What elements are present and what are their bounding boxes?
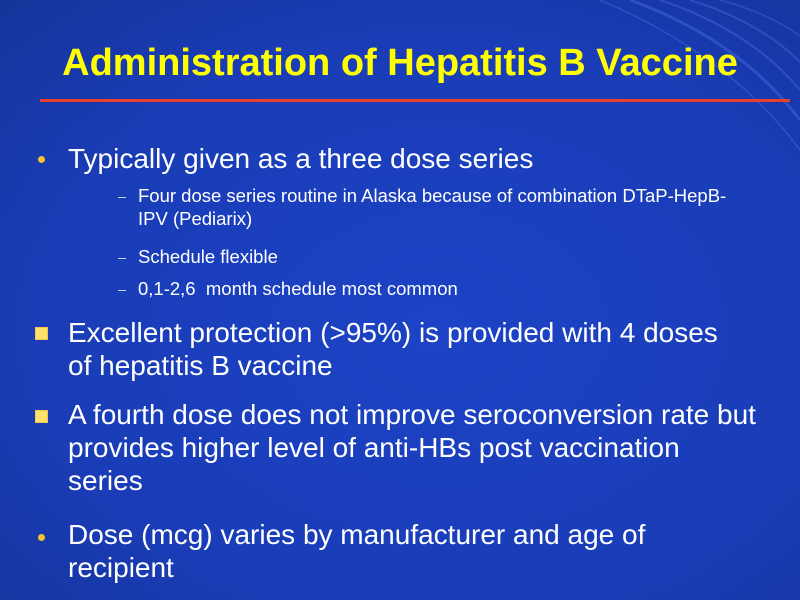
sub-bullet-dash-icon (118, 290, 126, 291)
bullet-square-icon (35, 327, 48, 340)
bullet-square-icon (35, 410, 48, 423)
sub-bullet-item: 0,1-2,6 month schedule most common (138, 278, 458, 299)
sub-bullet-item: Schedule flexible (138, 246, 278, 267)
bullet-item: A fourth dose does not improve seroconversion rate but provides higher level of anti-HBs post vaccination series (68, 399, 756, 496)
title-underline (40, 99, 790, 102)
slide-title: Administration of Hepatitis B Vaccine (62, 42, 738, 84)
bullet-dot-icon (38, 534, 45, 541)
bullet-item: Excellent protection (>95%) is provided with 4 doses of hepatitis B vaccine (68, 317, 718, 381)
sub-bullet-dash-icon (118, 197, 126, 198)
bullet-item: Typically given as a three dose series (68, 143, 534, 174)
bullet-dot-icon (38, 156, 45, 163)
sub-bullet-item: Four dose series routine in Alaska because of combination DTaP-HepB-IPV (Pediarix) (138, 185, 727, 229)
sub-bullet-dash-icon (118, 258, 126, 259)
bullet-item: Dose (mcg) varies by manufacturer and age of recipient (68, 519, 646, 583)
